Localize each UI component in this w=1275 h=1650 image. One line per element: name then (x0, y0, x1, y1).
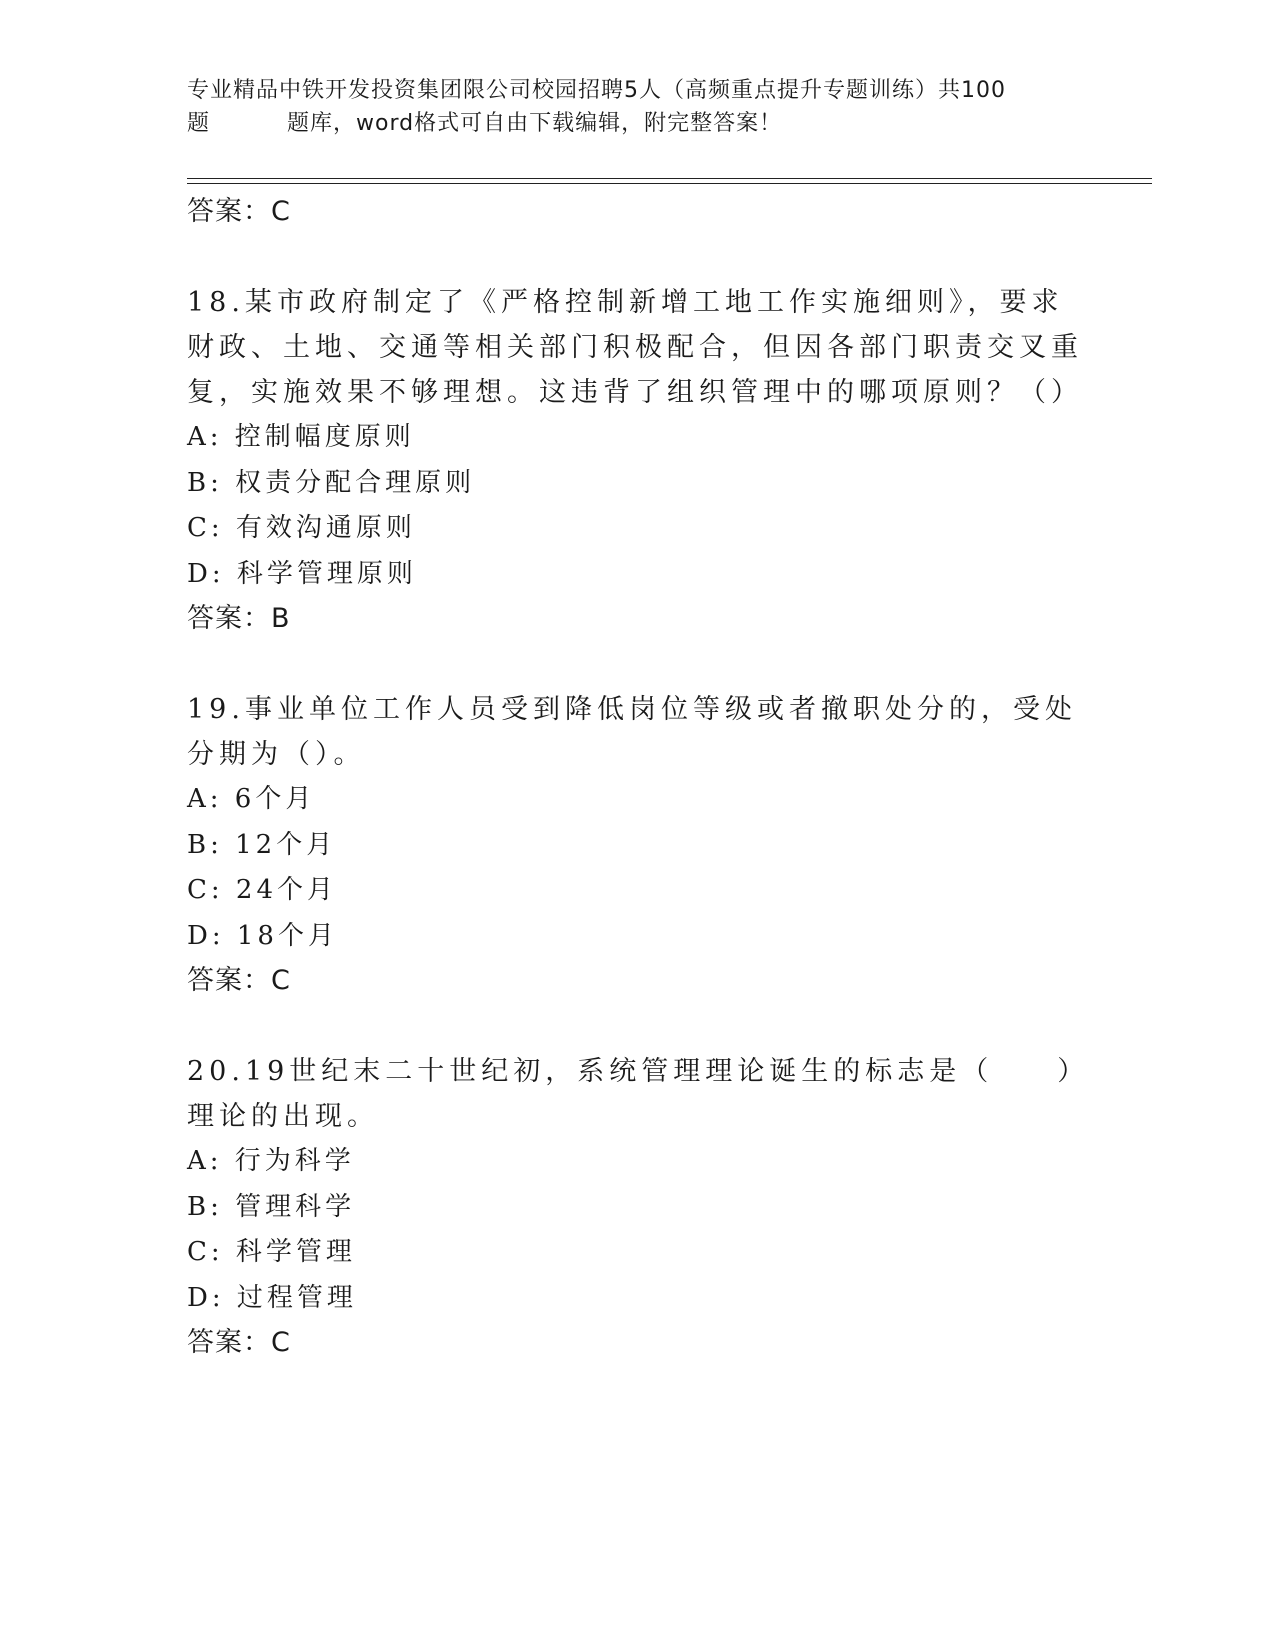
option-b: B: 权责分配合理原则 (187, 467, 476, 498)
option-d: D: 过程管理 (187, 1282, 357, 1313)
option-d: D: 18个月 (187, 920, 338, 951)
header-line2-left: 题 (187, 111, 211, 136)
page-header (187, 74, 1087, 140)
header-line2-right: 题库，word格式可自由下载编辑，附完整答案！ (287, 111, 783, 136)
question-text: 18.某市政府制定了《严格控制新增工地工作实施细则》，要求财政、土地、交通等相关部门积极配合，但因各部门职责交叉重复，实施效果不够理想。这违背了组织管理中的哪项原则？（） (187, 287, 1083, 408)
answer: 答案：B (187, 603, 291, 634)
option-c: C: 24个月 (187, 875, 338, 905)
option-d: D: 科学管理原则 (187, 558, 417, 589)
question-text: 19.事业单位工作人员受到降低岗位等级或者撤职处分的，受处分期为（）。 (187, 694, 1077, 770)
question-18 (187, 280, 1087, 641)
option-a: A: 控制幅度原则 (187, 422, 415, 452)
option-a: A: 行为科学 (187, 1146, 355, 1176)
document-body (187, 190, 1087, 1365)
header-rule-bottom (187, 183, 1152, 184)
question-19 (187, 687, 1087, 1003)
question-20 (187, 1049, 1087, 1365)
option-b: B: 12个月 (187, 829, 337, 860)
header-title-line1: 专业精品中铁开发投资集团限公司校园招聘5人（高频重点提升专题训练）共100 (187, 78, 1006, 103)
option-c: C: 科学管理 (187, 1237, 356, 1267)
answer: 答案：C (187, 1327, 291, 1358)
header-title-line2 (187, 107, 1087, 140)
option-c: C: 有效沟通原则 (187, 513, 416, 543)
question-text: 20.19世纪末二十世纪初，系统管理理论诞生的标志是（ ）理论的出现。 (187, 1056, 1076, 1132)
option-b: B: 管理科学 (187, 1191, 356, 1222)
answer: 答案：C (187, 965, 291, 996)
header-rule-top (187, 178, 1152, 179)
previous-answer: 答案：C (187, 196, 291, 227)
option-a: A: 6个月 (187, 784, 316, 814)
